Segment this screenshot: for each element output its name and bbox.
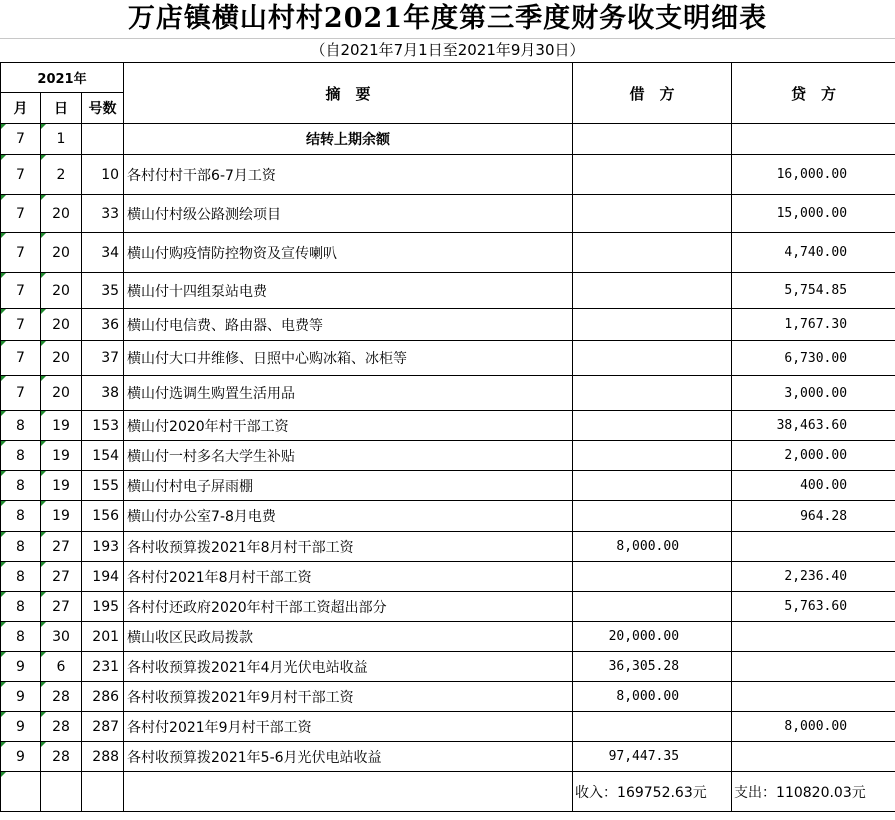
date-range-subtitle: （自2021年7月1日至2021年9月30日） bbox=[310, 41, 585, 59]
day-cell: 20 bbox=[41, 341, 82, 376]
month-cell: 8 bbox=[1, 562, 41, 592]
debit-cell bbox=[573, 309, 732, 341]
credit-cell: 400.00 bbox=[732, 471, 895, 501]
totals-number-cell bbox=[82, 772, 124, 812]
credit-cell: 3,000.00 bbox=[732, 376, 895, 411]
day-cell: 19 bbox=[41, 501, 82, 532]
table-row bbox=[1, 622, 895, 652]
table-row bbox=[1, 441, 895, 471]
month-cell: 7 bbox=[1, 195, 41, 233]
day-cell: 27 bbox=[41, 532, 82, 562]
debit-cell bbox=[573, 411, 732, 441]
table-row bbox=[1, 682, 895, 712]
debit-cell: 20,000.00 bbox=[573, 622, 732, 652]
month-header: 月 bbox=[1, 93, 41, 124]
day-cell: 20 bbox=[41, 273, 82, 309]
credit-cell bbox=[732, 532, 895, 562]
day-cell: 20 bbox=[41, 195, 82, 233]
credit-cell bbox=[732, 652, 895, 682]
table-row bbox=[1, 562, 895, 592]
ledger-rows bbox=[1, 124, 895, 772]
table-row bbox=[1, 341, 895, 376]
summary-cell: 横山付大口井维修、日照中心购冰箱、冰柜等 bbox=[124, 341, 573, 376]
summary-cell: 各村付2021年9月村干部工资 bbox=[124, 712, 573, 742]
credit-cell bbox=[732, 124, 895, 155]
credit-cell: 6,730.00 bbox=[732, 341, 895, 376]
table-row bbox=[1, 124, 895, 155]
day-cell: 19 bbox=[41, 441, 82, 471]
debit-cell bbox=[573, 376, 732, 411]
month-cell: 7 bbox=[1, 273, 41, 309]
debit-cell: 8,000.00 bbox=[573, 682, 732, 712]
table-row bbox=[1, 712, 895, 742]
debit-cell: 36,305.28 bbox=[573, 652, 732, 682]
number-header: 号数 bbox=[82, 93, 124, 124]
month-cell: 7 bbox=[1, 155, 41, 195]
day-cell: 2 bbox=[41, 155, 82, 195]
credit-cell: 5,754.85 bbox=[732, 273, 895, 309]
debit-cell bbox=[573, 341, 732, 376]
table-row bbox=[1, 273, 895, 309]
credit-cell: 2,000.00 bbox=[732, 441, 895, 471]
number-cell: 38 bbox=[82, 376, 124, 411]
credit-cell: 16,000.00 bbox=[732, 155, 895, 195]
finance-table bbox=[0, 62, 895, 812]
number-cell: 10 bbox=[82, 155, 124, 195]
month-cell: 8 bbox=[1, 622, 41, 652]
number-cell bbox=[82, 124, 124, 155]
totals-summary-cell bbox=[124, 772, 573, 812]
credit-cell: 38,463.60 bbox=[732, 411, 895, 441]
table-row bbox=[1, 233, 895, 273]
summary-cell: 横山付电信费、路由器、电费等 bbox=[124, 309, 573, 341]
day-cell: 6 bbox=[41, 652, 82, 682]
debit-cell bbox=[573, 562, 732, 592]
summary-cell: 横山付村级公路测绘项目 bbox=[124, 195, 573, 233]
credit-cell: 2,236.40 bbox=[732, 562, 895, 592]
day-cell: 27 bbox=[41, 592, 82, 622]
day-cell: 1 bbox=[41, 124, 82, 155]
year-header: 2021年 bbox=[1, 63, 124, 93]
summary-cell: 各村收预算拨2021年4月光伏电站收益 bbox=[124, 652, 573, 682]
month-cell: 7 bbox=[1, 233, 41, 273]
debit-cell bbox=[573, 273, 732, 309]
number-cell: 231 bbox=[82, 652, 124, 682]
month-cell: 8 bbox=[1, 411, 41, 441]
credit-header: 贷 方 bbox=[732, 63, 895, 124]
table-row bbox=[1, 411, 895, 441]
credit-cell: 964.28 bbox=[732, 501, 895, 532]
day-cell: 20 bbox=[41, 376, 82, 411]
number-cell: 35 bbox=[82, 273, 124, 309]
day-cell: 28 bbox=[41, 712, 82, 742]
day-cell: 27 bbox=[41, 562, 82, 592]
summary-cell: 横山付选调生购置生活用品 bbox=[124, 376, 573, 411]
month-cell: 8 bbox=[1, 441, 41, 471]
debit-cell bbox=[573, 501, 732, 532]
day-header: 日 bbox=[41, 93, 82, 124]
month-cell: 8 bbox=[1, 501, 41, 532]
summary-cell: 各村收预算拨2021年8月村干部工资 bbox=[124, 532, 573, 562]
credit-cell: 8,000.00 bbox=[732, 712, 895, 742]
month-cell: 8 bbox=[1, 592, 41, 622]
day-cell: 19 bbox=[41, 471, 82, 501]
month-cell: 9 bbox=[1, 652, 41, 682]
month-cell: 7 bbox=[1, 309, 41, 341]
number-cell: 37 bbox=[82, 341, 124, 376]
summary-cell: 横山收区民政局拨款 bbox=[124, 622, 573, 652]
credit-cell: 15,000.00 bbox=[732, 195, 895, 233]
credit-cell bbox=[732, 682, 895, 712]
summary-cell: 各村收预算拨2021年5-6月光伏电站收益 bbox=[124, 742, 573, 772]
summary-cell: 各村付还政府2020年村干部工资超出部分 bbox=[124, 592, 573, 622]
totals-day-cell bbox=[41, 772, 82, 812]
month-cell: 7 bbox=[1, 341, 41, 376]
debit-cell bbox=[573, 441, 732, 471]
debit-cell bbox=[573, 471, 732, 501]
month-cell: 7 bbox=[1, 376, 41, 411]
day-cell: 30 bbox=[41, 622, 82, 652]
summary-cell: 横山付村电子屏雨棚 bbox=[124, 471, 573, 501]
table-row bbox=[1, 532, 895, 562]
summary-header: 摘 要 bbox=[124, 63, 573, 124]
expense-total: 支出：110820.03元 bbox=[732, 772, 895, 812]
number-cell: 195 bbox=[82, 592, 124, 622]
summary-cell: 结转上期余额 bbox=[124, 124, 573, 155]
month-cell: 8 bbox=[1, 471, 41, 501]
debit-cell bbox=[573, 592, 732, 622]
number-cell: 194 bbox=[82, 562, 124, 592]
number-cell: 36 bbox=[82, 309, 124, 341]
table-row bbox=[1, 592, 895, 622]
table-row bbox=[1, 376, 895, 411]
sheet-title: 万店镇横山村村2021年度第三季度财务收支明细表 bbox=[0, 0, 895, 39]
month-cell: 9 bbox=[1, 712, 41, 742]
day-cell: 19 bbox=[41, 411, 82, 441]
day-cell: 28 bbox=[41, 682, 82, 712]
number-cell: 193 bbox=[82, 532, 124, 562]
totals-month-cell bbox=[1, 772, 41, 812]
number-cell: 33 bbox=[82, 195, 124, 233]
number-cell: 287 bbox=[82, 712, 124, 742]
debit-cell: 8,000.00 bbox=[573, 532, 732, 562]
debit-cell bbox=[573, 712, 732, 742]
month-cell: 7 bbox=[1, 124, 41, 155]
number-cell: 155 bbox=[82, 471, 124, 501]
summary-cell: 横山付购疫情防控物资及宣传喇叭 bbox=[124, 233, 573, 273]
number-cell: 201 bbox=[82, 622, 124, 652]
table-row bbox=[1, 652, 895, 682]
number-cell: 288 bbox=[82, 742, 124, 772]
day-cell: 20 bbox=[41, 233, 82, 273]
debit-cell: 97,447.35 bbox=[573, 742, 732, 772]
summary-cell: 各村付2021年8月村干部工资 bbox=[124, 562, 573, 592]
credit-cell: 1,767.30 bbox=[732, 309, 895, 341]
summary-cell: 横山付十四组泵站电费 bbox=[124, 273, 573, 309]
table-row bbox=[1, 501, 895, 532]
number-cell: 156 bbox=[82, 501, 124, 532]
debit-cell bbox=[573, 155, 732, 195]
day-cell: 28 bbox=[41, 742, 82, 772]
table-row bbox=[1, 155, 895, 195]
summary-cell: 横山付办公室7-8月电费 bbox=[124, 501, 573, 532]
debit-cell bbox=[573, 233, 732, 273]
summary-cell: 横山付一村多名大学生补贴 bbox=[124, 441, 573, 471]
credit-cell bbox=[732, 742, 895, 772]
summary-cell: 各村收预算拨2021年9月村干部工资 bbox=[124, 682, 573, 712]
number-cell: 34 bbox=[82, 233, 124, 273]
table-row bbox=[1, 309, 895, 341]
month-cell: 9 bbox=[1, 682, 41, 712]
debit-cell bbox=[573, 195, 732, 233]
table-row bbox=[1, 742, 895, 772]
month-cell: 8 bbox=[1, 532, 41, 562]
credit-cell bbox=[732, 622, 895, 652]
number-cell: 286 bbox=[82, 682, 124, 712]
totals-row bbox=[1, 772, 895, 812]
income-total: 收入：169752.63元 bbox=[573, 772, 732, 812]
table-row bbox=[1, 195, 895, 233]
credit-cell: 4,740.00 bbox=[732, 233, 895, 273]
table-row bbox=[1, 471, 895, 501]
summary-cell: 横山付2020年村干部工资 bbox=[124, 411, 573, 441]
summary-cell: 各村付村干部6-7月工资 bbox=[124, 155, 573, 195]
month-cell: 9 bbox=[1, 742, 41, 772]
day-cell: 20 bbox=[41, 309, 82, 341]
debit-header: 借 方 bbox=[573, 63, 732, 124]
credit-cell: 5,763.60 bbox=[732, 592, 895, 622]
debit-cell bbox=[573, 124, 732, 155]
number-cell: 154 bbox=[82, 441, 124, 471]
number-cell: 153 bbox=[82, 411, 124, 441]
